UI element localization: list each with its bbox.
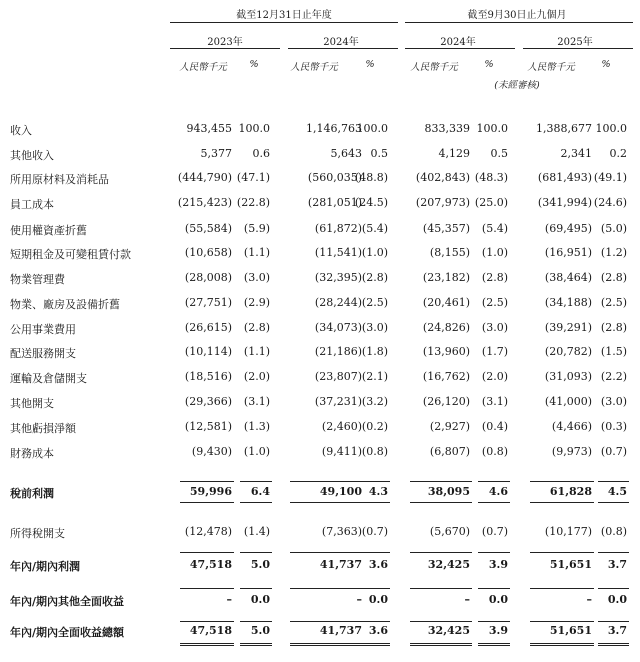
- cell-rmb-2023: (18,516): [184, 370, 232, 383]
- subtotal-rule: [240, 621, 272, 622]
- row-label-text: 年內/期內全面收益總額: [10, 626, 125, 639]
- cell-pct-2023: 5.0: [250, 558, 270, 571]
- cell-rmb-2024-9m: (16,762): [422, 370, 470, 383]
- cell-pct-2024-9m: 4.6: [488, 485, 508, 498]
- cell-rmb-2025: (20,782): [544, 345, 592, 358]
- cell-rmb-2025: (10,177): [544, 525, 592, 538]
- cell-pct-2024-fy: (48.8): [354, 171, 388, 184]
- cell-pct-2024-9m: (2.0): [481, 370, 508, 383]
- cell-pct-2023: (5.9): [243, 222, 270, 235]
- cell-rmb-2024-9m: –: [464, 593, 470, 606]
- total-double-rule: [290, 643, 364, 646]
- unit-rmb-c2: 人民幣千元: [290, 62, 338, 73]
- cell-pct-2025: (0.3): [600, 420, 627, 433]
- row-label-text: 年內/期內其他全面收益: [10, 595, 125, 608]
- cell-rmb-2024-fy: –: [356, 593, 362, 606]
- row-label: [10, 395, 150, 411]
- cell-rmb-2023: (9,430): [191, 445, 232, 458]
- cell-pct-2025: (3.0): [600, 395, 627, 408]
- subtotal-rule: [290, 481, 364, 482]
- year-rule-2024-9m: [405, 48, 515, 49]
- year-rule-2023: [170, 48, 280, 49]
- subtotal-rule: [598, 502, 629, 503]
- cell-pct-2024-9m: (3.1): [481, 395, 508, 408]
- subtotal-rule: [478, 588, 510, 589]
- cell-pct-2025: (24.6): [593, 196, 627, 209]
- row-label-text: 稅前利潤: [10, 487, 54, 500]
- cell-pct-2024-fy: 0.5: [370, 147, 388, 160]
- subtotal-rule: [410, 621, 472, 622]
- subtotal-rule: [598, 552, 629, 553]
- cell-rmb-2024-fy: (21,186): [314, 345, 362, 358]
- cell-pct-2023: (2.8): [243, 321, 270, 334]
- row-label: [10, 525, 150, 541]
- unit-pct-c5: %: [484, 59, 494, 70]
- total-double-rule: [355, 643, 390, 646]
- cell-pct-2023: 0.0: [250, 593, 270, 606]
- cell-rmb-2024-fy: (2,460): [321, 420, 362, 433]
- cell-rmb-2024-fy: (28,244): [314, 296, 362, 309]
- cell-rmb-2024-fy: 49,100: [319, 485, 362, 498]
- row-label: [10, 624, 150, 640]
- cell-pct-2024-9m: (1.7): [481, 345, 508, 358]
- cell-rmb-2025: 1,388,677: [536, 122, 592, 135]
- cell-rmb-2024-fy: (281,051): [307, 196, 362, 209]
- cell-pct-2023: (3.1): [243, 395, 270, 408]
- unit-pct-c1: %: [249, 59, 259, 70]
- row-label-text: 其他虧損淨額: [10, 422, 76, 435]
- cell-rmb-2024-9m: (26,120): [422, 395, 470, 408]
- cell-rmb-2024-fy: 1,146,763: [306, 122, 362, 135]
- cell-pct-2024-9m: 100.0: [476, 122, 508, 135]
- subtotal-rule: [240, 502, 272, 503]
- cell-rmb-2024-fy: 41,737: [319, 558, 362, 571]
- table-row: [0, 593, 640, 615]
- total-double-rule: [478, 643, 510, 646]
- cell-rmb-2024-fy: (61,872): [314, 222, 362, 235]
- cell-pct-2024-fy: (2.1): [361, 370, 388, 383]
- row-label: [10, 122, 150, 138]
- subtotal-rule: [240, 552, 272, 553]
- cell-rmb-2023: (215,423): [177, 196, 232, 209]
- unit-rmb-c0: 人民幣千元: [179, 62, 227, 73]
- subtotal-rule: [410, 481, 472, 482]
- cell-pct-2023: 5.0: [250, 624, 270, 637]
- row-label-text: 配送服務開支: [10, 347, 76, 360]
- cell-rmb-2023: 943,455: [186, 122, 232, 135]
- cell-rmb-2025: 51,651: [549, 624, 592, 637]
- row-label: [10, 558, 150, 574]
- subtotal-rule: [290, 621, 364, 622]
- cell-rmb-2024-fy: 41,737: [319, 624, 362, 637]
- cell-pct-2025: (2.8): [600, 271, 627, 284]
- cell-pct-2025: (1.5): [600, 345, 627, 358]
- subtotal-rule: [180, 502, 234, 503]
- cell-pct-2024-fy: (2.8): [361, 271, 388, 284]
- table-row: [0, 246, 640, 268]
- cell-pct-2024-fy: (3.2): [361, 395, 388, 408]
- table-row: [0, 420, 640, 442]
- cell-pct-2024-9m: 3.9: [488, 624, 508, 637]
- table-row: [0, 370, 640, 392]
- subtotal-rule: [530, 502, 594, 503]
- cell-rmb-2025: –: [586, 593, 592, 606]
- total-double-rule: [598, 643, 629, 646]
- cell-pct-2024-fy: (0.8): [361, 445, 388, 458]
- subtotal-rule: [598, 481, 629, 482]
- subtotal-rule: [530, 588, 594, 589]
- cell-pct-2024-9m: (5.4): [481, 222, 508, 235]
- cell-rmb-2025: (9,973): [551, 445, 592, 458]
- cell-rmb-2024-fy: 5,643: [330, 147, 362, 160]
- group-header-nine-months: 截至9月30日止九個月: [467, 10, 567, 21]
- cell-rmb-2024-9m: 32,425: [427, 624, 470, 637]
- cell-rmb-2025: 2,341: [560, 147, 592, 160]
- year-rule-2024-fy: [288, 48, 398, 49]
- cell-rmb-2024-9m: (8,155): [429, 246, 470, 259]
- table-row: [0, 445, 640, 467]
- table-row: [0, 147, 640, 169]
- cell-rmb-2024-fy: (9,411): [321, 445, 362, 458]
- year-header-2024-9m: 2024年: [440, 37, 476, 48]
- cell-rmb-2024-9m: (402,843): [415, 171, 470, 184]
- subtotal-rule: [355, 621, 390, 622]
- year-header-2023: 2023年: [207, 37, 243, 48]
- row-label-text: 物業管理費: [10, 273, 65, 286]
- cell-pct-2024-fy: 3.6: [368, 558, 388, 571]
- cell-pct-2024-fy: (0.7): [361, 525, 388, 538]
- cell-rmb-2023: 47,518: [189, 624, 232, 637]
- row-label-text: 其他開支: [10, 397, 54, 410]
- cell-pct-2023: 100.0: [238, 122, 270, 135]
- subtotal-rule: [478, 621, 510, 622]
- row-label-text: 公用事業費用: [10, 323, 76, 336]
- cell-rmb-2024-9m: 38,095: [427, 485, 470, 498]
- cell-rmb-2023: (26,615): [184, 321, 232, 334]
- cell-pct-2023: (2.0): [243, 370, 270, 383]
- subtotal-rule: [478, 552, 510, 553]
- row-label: [10, 171, 150, 187]
- cell-pct-2023: (1.0): [243, 445, 270, 458]
- row-label: [10, 147, 150, 163]
- cell-pct-2023: (1.1): [243, 246, 270, 259]
- table-row: [0, 345, 640, 367]
- cell-rmb-2024-9m: 4,129: [438, 147, 470, 160]
- cell-rmb-2023: (55,584): [184, 222, 232, 235]
- cell-pct-2024-fy: (5.4): [361, 222, 388, 235]
- cell-pct-2023: 0.6: [252, 147, 270, 160]
- cell-rmb-2025: (34,188): [544, 296, 592, 309]
- subtotal-rule: [410, 552, 472, 553]
- subtotal-rule: [180, 588, 234, 589]
- unit-rmb-c4: 人民幣千元: [410, 62, 458, 73]
- cell-pct-2024-fy: 3.6: [368, 624, 388, 637]
- cell-rmb-2025: (39,291): [544, 321, 592, 334]
- cell-pct-2024-9m: 0.0: [488, 593, 508, 606]
- cell-pct-2023: (1.3): [243, 420, 270, 433]
- cell-pct-2025: (0.8): [600, 525, 627, 538]
- cell-rmb-2024-9m: (5,670): [429, 525, 470, 538]
- cell-pct-2025: (0.7): [600, 445, 627, 458]
- cell-pct-2024-9m: 0.5: [490, 147, 508, 160]
- cell-pct-2025: 0.2: [609, 147, 627, 160]
- cell-rmb-2024-fy: (560,035): [307, 171, 362, 184]
- subtotal-rule: [180, 481, 234, 482]
- cell-rmb-2024-9m: (20,461): [422, 296, 470, 309]
- group-rule-fiscal-year: [170, 22, 398, 23]
- total-double-rule: [180, 643, 234, 646]
- cell-rmb-2023: (10,114): [184, 345, 232, 358]
- row-label-text: 財務成本: [10, 447, 54, 460]
- table-row: [0, 296, 640, 318]
- row-label-text: 運輸及倉儲開支: [10, 372, 87, 385]
- table-row: [0, 558, 640, 580]
- group-header-fiscal-year: 截至12月31日止年度: [236, 10, 332, 21]
- cell-rmb-2024-9m: (23,182): [422, 271, 470, 284]
- row-label: [10, 196, 150, 212]
- cell-pct-2024-fy: (24.5): [354, 196, 388, 209]
- row-label: [10, 345, 150, 361]
- cell-pct-2024-9m: (0.4): [481, 420, 508, 433]
- group-rule-nine-months: [405, 22, 633, 23]
- cell-pct-2023: (1.4): [243, 525, 270, 538]
- cell-rmb-2025: (31,093): [544, 370, 592, 383]
- cell-pct-2025: (1.2): [600, 246, 627, 259]
- cell-pct-2024-9m: (1.0): [481, 246, 508, 259]
- cell-rmb-2023: (28,008): [184, 271, 232, 284]
- cell-pct-2024-9m: 3.9: [488, 558, 508, 571]
- table-row: [0, 321, 640, 343]
- cell-pct-2024-fy: (2.5): [361, 296, 388, 309]
- subtotal-rule: [598, 621, 629, 622]
- cell-pct-2024-9m: (25.0): [474, 196, 508, 209]
- unit-pct-c7: %: [601, 59, 611, 70]
- cell-pct-2024-fy: 4.3: [368, 485, 388, 498]
- row-label: [10, 445, 150, 461]
- subtotal-rule: [355, 588, 390, 589]
- subtotal-rule: [180, 621, 234, 622]
- cell-rmb-2025: 61,828: [549, 485, 592, 498]
- table-row: [0, 122, 640, 144]
- subtotal-rule: [598, 588, 629, 589]
- subtotal-rule: [355, 502, 390, 503]
- cell-pct-2025: (49.1): [593, 171, 627, 184]
- subtotal-rule: [355, 552, 390, 553]
- row-label: [10, 370, 150, 386]
- table-row: [0, 485, 640, 507]
- table-row: [0, 395, 640, 417]
- unaudited-note: (未經審核): [494, 80, 540, 91]
- row-label: [10, 420, 150, 436]
- cell-pct-2024-fy: (3.0): [361, 321, 388, 334]
- cell-rmb-2024-9m: (207,973): [415, 196, 470, 209]
- cell-rmb-2025: 51,651: [549, 558, 592, 571]
- cell-rmb-2024-fy: (32,395): [314, 271, 362, 284]
- subtotal-rule: [410, 588, 472, 589]
- subtotal-rule: [240, 588, 272, 589]
- cell-rmb-2025: (38,464): [544, 271, 592, 284]
- cell-pct-2024-9m: (0.7): [481, 525, 508, 538]
- unit-rmb-c6: 人民幣千元: [527, 62, 575, 73]
- cell-rmb-2024-fy: (7,363): [321, 525, 362, 538]
- cell-rmb-2023: 47,518: [189, 558, 232, 571]
- cell-rmb-2024-9m: (45,357): [422, 222, 470, 235]
- subtotal-rule: [290, 502, 364, 503]
- cell-rmb-2023: (12,581): [184, 420, 232, 433]
- cell-pct-2024-fy: (1.8): [361, 345, 388, 358]
- cell-pct-2025: (2.8): [600, 321, 627, 334]
- cell-rmb-2023: –: [226, 593, 232, 606]
- cell-pct-2025: (2.5): [600, 296, 627, 309]
- subtotal-rule: [410, 502, 472, 503]
- subtotal-rule: [290, 552, 364, 553]
- cell-pct-2023: (22.8): [236, 196, 270, 209]
- subtotal-rule: [478, 481, 510, 482]
- cell-pct-2023: 6.4: [250, 485, 270, 498]
- cell-pct-2024-fy: (0.2): [361, 420, 388, 433]
- row-label-text: 其他收入: [10, 149, 54, 162]
- cell-pct-2025: 0.0: [607, 593, 627, 606]
- row-label-text: 年內/期內利潤: [10, 560, 81, 573]
- cell-pct-2023: (47.1): [236, 171, 270, 184]
- cell-rmb-2024-9m: 833,339: [424, 122, 470, 135]
- row-label: [10, 296, 150, 312]
- cell-pct-2024-fy: (1.0): [361, 246, 388, 259]
- row-label-text: 員工成本: [10, 198, 54, 211]
- subtotal-rule: [530, 481, 594, 482]
- cell-rmb-2024-9m: (24,826): [422, 321, 470, 334]
- table-row: [0, 222, 640, 244]
- cell-pct-2025: 3.7: [607, 558, 627, 571]
- row-label-text: 收入: [10, 124, 32, 137]
- cell-rmb-2023: (29,366): [184, 395, 232, 408]
- row-label-text: 所用原材料及消耗品: [10, 173, 109, 186]
- row-label: [10, 321, 150, 337]
- cell-rmb-2023: (12,478): [184, 525, 232, 538]
- cell-rmb-2024-9m: (2,927): [429, 420, 470, 433]
- cell-rmb-2025: (341,994): [537, 196, 592, 209]
- total-double-rule: [410, 643, 472, 646]
- row-label: [10, 246, 150, 262]
- row-label-text: 短期租金及可變租賃付款: [10, 248, 131, 261]
- table-row: [0, 196, 640, 218]
- year-header-2024-fy: 2024年: [323, 37, 359, 48]
- cell-pct-2024-9m: (3.0): [481, 321, 508, 334]
- row-label: [10, 593, 150, 609]
- cell-pct-2025: (2.2): [600, 370, 627, 383]
- row-label: [10, 222, 150, 238]
- cell-pct-2025: (5.0): [600, 222, 627, 235]
- subtotal-rule: [355, 481, 390, 482]
- cell-rmb-2025: (681,493): [537, 171, 592, 184]
- table-row: [0, 271, 640, 293]
- table-row: [0, 171, 640, 193]
- year-rule-2025: [523, 48, 633, 49]
- cell-pct-2024-9m: (2.8): [481, 271, 508, 284]
- cell-rmb-2024-9m: 32,425: [427, 558, 470, 571]
- cell-pct-2025: 3.7: [607, 624, 627, 637]
- cell-rmb-2025: (16,951): [544, 246, 592, 259]
- subtotal-rule: [240, 481, 272, 482]
- row-label-text: 所得稅開支: [10, 527, 65, 540]
- total-double-rule: [530, 643, 594, 646]
- cell-rmb-2024-fy: (34,073): [314, 321, 362, 334]
- cell-rmb-2023: (444,790): [177, 171, 232, 184]
- total-double-rule: [240, 643, 272, 646]
- cell-pct-2025: 100.0: [595, 122, 627, 135]
- cell-rmb-2024-fy: (11,541): [314, 246, 362, 259]
- cell-pct-2023: (3.0): [243, 271, 270, 284]
- subtotal-rule: [530, 621, 594, 622]
- row-label: [10, 271, 150, 287]
- year-header-2025: 2025年: [557, 37, 593, 48]
- cell-rmb-2025: (41,000): [544, 395, 592, 408]
- cell-pct-2024-9m: (0.8): [481, 445, 508, 458]
- subtotal-rule: [478, 502, 510, 503]
- cell-rmb-2025: (4,466): [551, 420, 592, 433]
- cell-rmb-2023: 59,996: [189, 485, 232, 498]
- cell-rmb-2023: (27,751): [184, 296, 232, 309]
- row-label: [10, 485, 150, 501]
- cell-pct-2024-9m: (2.5): [481, 296, 508, 309]
- cell-rmb-2024-fy: (23,807): [314, 370, 362, 383]
- subtotal-rule: [290, 588, 364, 589]
- cell-pct-2024-9m: (48.3): [474, 171, 508, 184]
- cell-pct-2025: 4.5: [607, 485, 627, 498]
- cell-rmb-2023: (10,658): [184, 246, 232, 259]
- subtotal-rule: [180, 552, 234, 553]
- cell-pct-2024-fy: 0.0: [368, 593, 388, 606]
- cell-rmb-2023: 5,377: [200, 147, 232, 160]
- subtotal-rule: [530, 552, 594, 553]
- cell-pct-2023: (1.1): [243, 345, 270, 358]
- cell-rmb-2024-9m: (6,807): [429, 445, 470, 458]
- row-label-text: 物業、廠房及設備折舊: [10, 298, 120, 311]
- table-row: [0, 525, 640, 547]
- unit-pct-c3: %: [365, 59, 375, 70]
- cell-rmb-2024-fy: (37,231): [314, 395, 362, 408]
- cell-rmb-2025: (69,495): [544, 222, 592, 235]
- cell-pct-2023: (2.9): [243, 296, 270, 309]
- cell-rmb-2024-9m: (13,960): [422, 345, 470, 358]
- cell-pct-2024-fy: 100.0: [356, 122, 388, 135]
- row-label-text: 使用權資產折舊: [10, 224, 87, 237]
